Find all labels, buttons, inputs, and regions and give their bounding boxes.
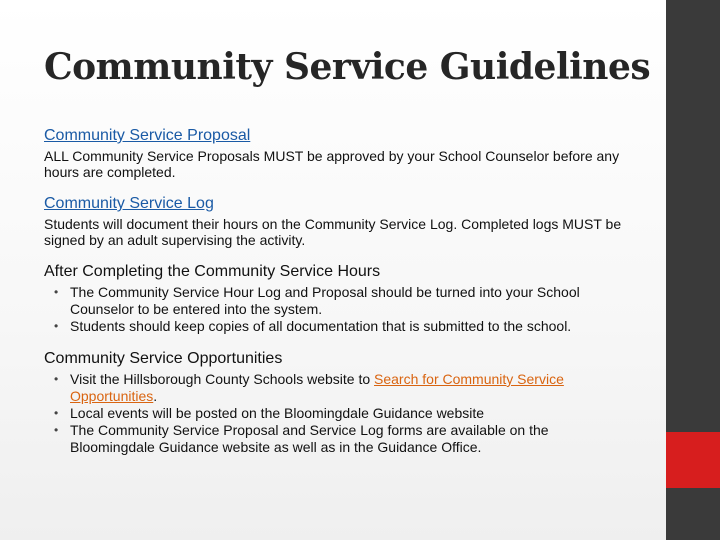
content-body <box>44 126 634 470</box>
bullet-text-suffix: . <box>153 388 158 404</box>
bullet-icon: • <box>54 319 59 333</box>
opportunities-bullet-list <box>44 371 634 456</box>
page-title: Community Service Guidelines <box>44 46 651 88</box>
sidebar-accent-block <box>666 432 720 488</box>
proposal-heading-link[interactable]: Community Service Proposal <box>44 127 251 144</box>
section-log <box>44 194 634 248</box>
list-item <box>54 405 634 422</box>
section-proposal <box>44 126 634 180</box>
bullet-text: The Community Service Hour Log and Proposal should be turned into your School Counselor to be entered into the system. <box>70 284 580 317</box>
log-text: Students will document their hours on the Community Service Log. Completed logs MUST be signed by an adult supervising the activity. <box>44 216 622 248</box>
bullet-text: Students should keep copies of all documentation that is submitted to the school. <box>70 318 572 334</box>
log-heading-link[interactable]: Community Service Log <box>44 195 214 212</box>
list-item <box>54 284 634 318</box>
section-after <box>44 262 634 335</box>
list-item <box>54 318 634 335</box>
bullet-text-prefix: Visit the Hillsborough County Schools website to <box>70 371 375 387</box>
bullet-icon: • <box>54 372 59 386</box>
search-opportunities-link[interactable]: Search for Community Service Opportunities <box>70 371 564 404</box>
proposal-text: ALL Community Service Proposals MUST be approved by your School Counselor before any hours are completed. <box>44 148 620 180</box>
after-bullet-list <box>44 284 634 335</box>
bullet-icon: • <box>54 285 59 299</box>
bullet-text: The Community Service Proposal and Service Log forms are available on the Bloomingdale Guidance website as well as in the Guidance Office. <box>70 422 549 455</box>
list-item <box>54 422 634 456</box>
bullet-icon: • <box>54 406 59 420</box>
after-heading: After Completing the Community Service Hours <box>44 263 381 280</box>
bullet-icon: • <box>54 423 59 437</box>
section-opportunities <box>44 349 634 456</box>
list-item <box>54 371 634 405</box>
opportunities-heading: Community Service Opportunities <box>44 350 283 367</box>
bullet-text: Local events will be posted on the Bloomingdale Guidance website <box>70 405 485 421</box>
